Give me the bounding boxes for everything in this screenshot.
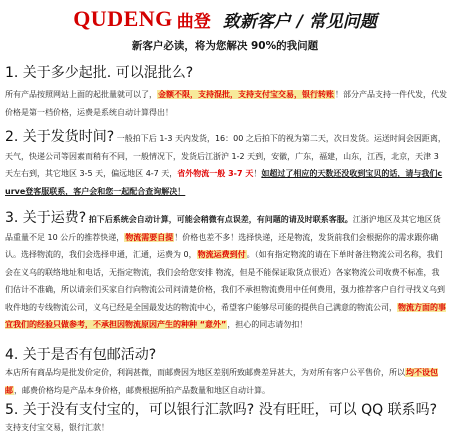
answer-text: 一般拍下后 1-3 天内发货，16：00 之后拍下的视为第二天，次日发货。运送时间会因距离，天气，快递公司等因素而稍有不同，一般情况下，发货后江浙沪 1-2 天到，安徽，广东，福建，山东，江西，北京，天津 3 天左右到，其它地区 3-5 天，偏远地区 4-7 天， — [5, 134, 446, 178]
faq-question-4: 4. 关于是否有包邮活动? — [5, 347, 157, 363]
emphasis-text: 如超过了相应的天数还没收到宝贝的话，请与我们curve登客服联系，客户会和您一起配合查询解决！ — [5, 169, 443, 196]
faq-answer-1 — [5, 86, 447, 121]
faq-section-5 — [5, 401, 447, 437]
page-subtitle: 新客户必读，将为您解决 90%的我问题 — [131, 40, 319, 52]
faq-question-1: 1. 关于多少起批. 可以混批么? — [5, 65, 194, 81]
faq-answer-2 — [5, 128, 447, 200]
faq-answer-3 — [5, 209, 447, 334]
brand-row — [0, 6, 450, 32]
brand-logo-cn: 曲登 — [176, 11, 211, 32]
faq-section-2 — [5, 128, 447, 200]
answer-text: ！ — [253, 169, 262, 178]
highlight-text: 物流运费到付 — [197, 250, 246, 259]
faq-question-3: 3. 关于运费? — [5, 210, 87, 226]
highlight-text: 金额不限，支持混批，支持支付宝交易，银行转账 — [158, 90, 334, 99]
brand-logo: QUDENG — [73, 6, 173, 31]
answer-text: ，邮费价格均是产品本身价格，邮费根据所拍产品数量和地区自动计算。 — [14, 385, 270, 395]
answer-lead: 拍下后系统会自动计算，可能会稍微有点误差，有问题的请及时联系客服。 — [88, 215, 353, 224]
faq-section-1 — [5, 64, 447, 121]
answer-text: ！部分产品支持一件代发，代发价格是第一档价格，运费是系统自动计算得出！ — [5, 90, 447, 117]
answer-text: 本店所有商品均是批发价定价，利润甚微，而邮费因为地区差别所致邮费差异甚大，为对所有客户公平售价，所以 — [5, 368, 405, 377]
answer-text: ！价格也差不多！选择快递，还是物流，发货前我们会根据你的需求跟你确认。选择物流的，我们会选择申通，汇通，运费为 0， — [5, 232, 439, 259]
highlight-text: 省外物流一般 3-7 天 — [177, 169, 254, 178]
faq-question-2: 2. 关于发货时间? — [5, 129, 115, 145]
faq-section-4 — [5, 346, 447, 399]
highlight-text: 物流方面的事宜我们的经验只做参考，不承担因物流原因产生的种种 “意外” — [5, 302, 446, 329]
answer-text: 。（如有指定物流的请在下单时备注物流公司名称，我们会在义乌的联络地址和电话，无指定物流，我们会给您安排 物流，但是不能保证取货点很近）各家物流公司收费不标准，我们估计不准确，所以请亲们买家自行向物流公司问清楚价格，我们不承担物流费用中任何费用，强力推荐客户自行寻找义乌到收件地的专线物流公司，义乌已经是全国最发达的物流中心，希望客户能够尽可能的提供自己满意的物流公司， — [5, 250, 445, 312]
answer-text: 江浙沪地区及其它地区货品重量不足 10 公斤的推荐快递， — [5, 215, 441, 242]
answer-text: 所有产品按照网站上面的起批量就可以了， — [5, 90, 157, 99]
header — [0, 0, 450, 58]
faq-section-3 — [5, 209, 447, 334]
answer-text: ，担心的同志请勿扣！ — [227, 320, 308, 329]
faq-question-5: 5. 关于没有支付宝的，可以银行汇款吗? 没有旺旺，可以 QQ 联系吗? — [5, 402, 438, 418]
highlight-text: 物流需要自提 — [125, 232, 174, 242]
faq-answer-5: 支持支付宝交易，银行汇款！ — [5, 423, 109, 432]
faq-answer-4 — [5, 364, 447, 399]
highlight-text: 均不设包邮 — [5, 368, 438, 395]
page-title: 致新客户 / 常见问题 — [222, 11, 377, 32]
